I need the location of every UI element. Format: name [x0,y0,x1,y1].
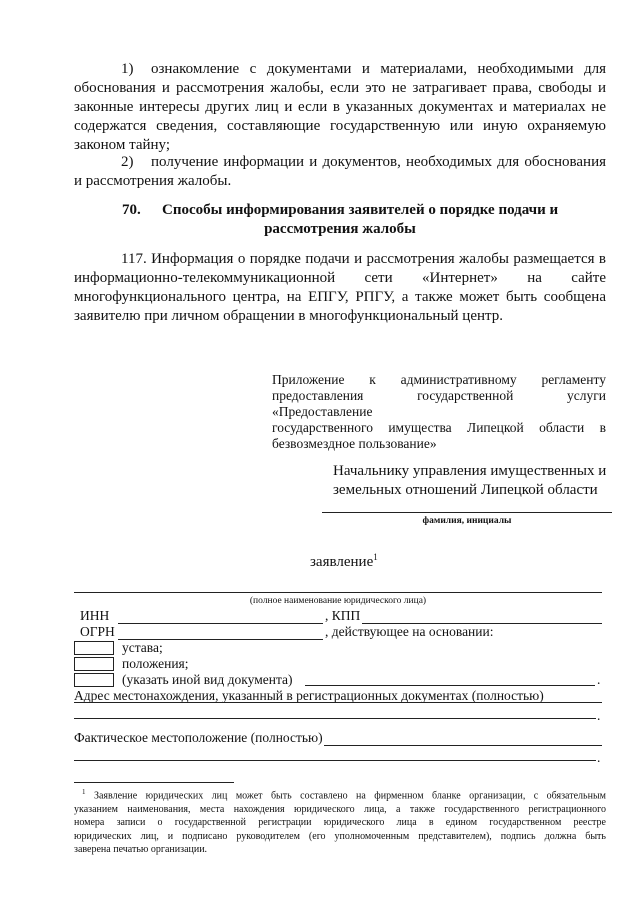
list-item-2 [74,153,606,191]
option-charter-checkbox[interactable] [74,641,114,655]
other-document-dot: . [597,672,601,687]
list-item-1-line: законные интересы других лиц и если в указанных документах и материалах не [74,99,606,115]
form-title-text: заявление [310,554,374,570]
actual-location-line-1[interactable] [324,745,602,746]
basis-label: , действующее на основании: [325,624,494,639]
list-item-1-number: 1) [121,61,134,77]
section-title-line-1: Способы информирования заявителей о порядке подачи и [162,202,559,218]
address-dot: . [597,708,601,723]
list-item-1-line: ознакомление с документами и материалами, необходимыми для [151,61,606,77]
list-item-1-line: обоснования и рассмотрения жалобы, если это не затрагивает права, свободы и [74,80,606,96]
paragraph-117 [74,250,606,326]
inn-field[interactable] [118,623,323,624]
footnote [74,786,606,857]
footnote-line: юридических лиц, и подписано руководителем (его уполномоченным представителем), подпись должна быть [74,830,606,842]
ogrn-label: ОГРН [80,624,115,639]
paragraph-117-line: заявителю при личном обращении в многофункциональный центр. [74,308,503,324]
appendix-line: Приложение к административному регламенту [272,372,606,387]
list-item-1 [74,60,606,155]
footnote-marker: 1 [82,788,86,796]
addressee-caption: фамилия, инициалы [422,516,512,526]
footnote-separator [74,782,234,783]
paragraph-117-line: информационно-телекоммуникационной сети «Интернет» на сайте [74,270,606,286]
option-charter-label: устава; [122,640,163,655]
list-item-2-number: 2) [121,154,134,170]
list-item-2-line: получение информации и документов, необходимых для обоснования [151,154,606,170]
section-heading [74,201,606,239]
legal-name-caption: (полное наименование юридического лица) [249,596,427,606]
appendix-line: государственного имущества Липецкой области в [272,420,606,435]
footnote-line: указанием наименования, места нахождения юридического лица, а также государственного регистрационного [74,803,606,815]
appendix-line: предоставления государственной услуги «Предоставление [272,388,606,419]
inn-label: ИНН [80,608,110,623]
address-line-2[interactable] [74,718,596,719]
list-item-2-line: и рассмотрения жалобы. [74,173,232,189]
addressee-line-2: земельных отношений Липецкой области [333,482,598,498]
actual-location-line-2[interactable] [74,760,596,761]
kpp-label: , КПП [325,608,361,623]
actual-location-label: Фактическое местоположение (полностью) [74,730,323,745]
paragraph-117-line: многофункционального центра, на ЕПГУ, РПГУ, а также может быть сообщена [74,289,606,305]
footnote-line: Заявление юридических лиц может быть составлено на фирменном бланке организации, с обязательным [93,790,606,802]
footnote-line: номера записи о государственной регистрации юридического лица в едином государственном реестре [74,817,606,829]
paragraph-117-line: 117. Информация о порядке подачи и рассмотрения жалобы размещается в [121,251,606,267]
other-document-field[interactable] [305,685,595,686]
appendix-line: безвозмездное пользование» [272,436,437,451]
actual-location-dot: . [597,750,601,765]
option-regulation-checkbox[interactable] [74,657,114,671]
list-item-1-line: законом тайну; [74,137,171,153]
form-title [310,548,378,572]
addressee-signature-line[interactable] [322,512,612,513]
legal-name-line[interactable] [74,592,602,593]
footnote-ref: 1 [373,552,378,562]
option-regulation-label: положения; [122,656,189,671]
list-item-1-line: содержатся сведения, составляющие государственную или иную охраняемую [74,118,606,134]
addressee-line-1: Начальнику управления имущественных и [333,463,607,479]
footnote-line: заверена печатью организации. [74,844,208,856]
option-other-label: (указать иной вид документа) [122,672,293,687]
section-number: 70. [122,202,141,218]
address-label: Адрес местонахождения, указанный в регистрационных документах (полностью) [74,688,544,703]
appendix-block [272,372,606,452]
addressee-block [333,462,613,500]
option-other-checkbox[interactable] [74,673,114,687]
address-line-1[interactable] [74,702,602,703]
section-title-line-2: рассмотрения жалобы [264,221,416,237]
